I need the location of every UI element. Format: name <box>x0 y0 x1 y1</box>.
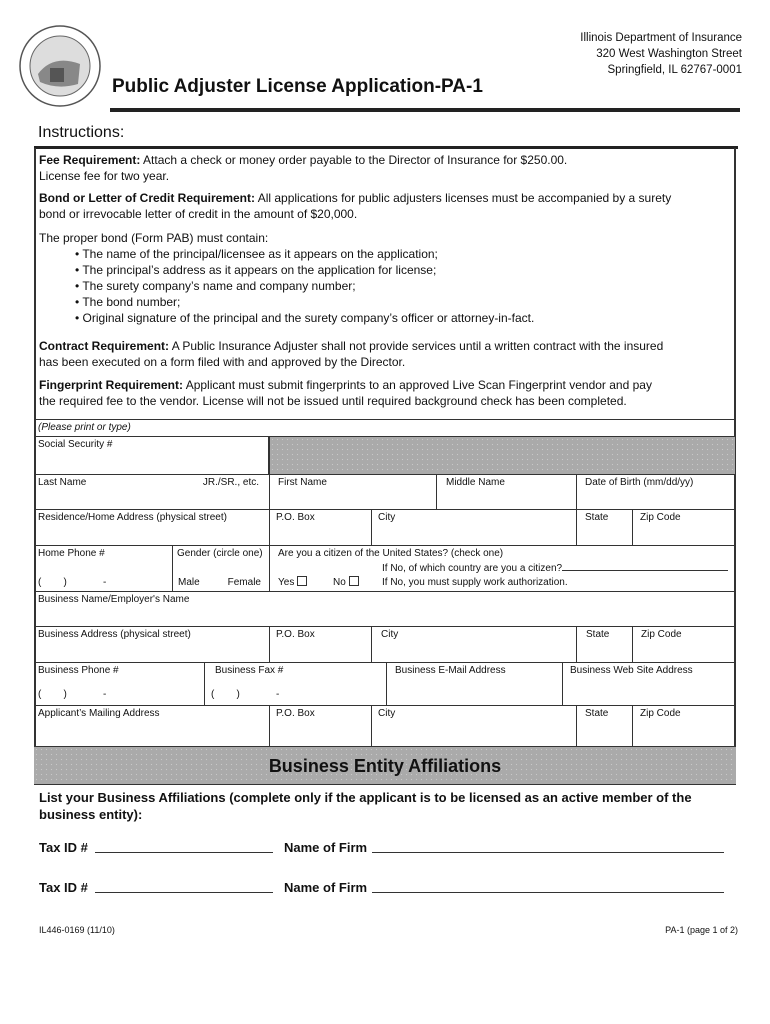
text: License fee for two year. <box>39 169 170 183</box>
business-po-box-field[interactable]: P.O. Box <box>270 627 372 663</box>
label: JR./SR., etc. <box>202 477 259 488</box>
residence-address-field[interactable]: Residence/Home Address (physical street) <box>34 510 270 546</box>
business-phone-field[interactable] <box>34 663 205 706</box>
business-fax-field[interactable] <box>205 663 387 706</box>
instructions-heading: Instructions: <box>38 124 125 141</box>
first-name-field[interactable]: First Name <box>270 475 437 510</box>
label: Business Phone # <box>38 665 119 676</box>
text: bond or irrevocable letter of credit in the amount of $20,000. <box>39 207 358 221</box>
phone-mask: ( ) - <box>38 577 107 588</box>
phone-mask: ( ) - <box>38 689 107 700</box>
checkbox[interactable] <box>349 576 359 586</box>
business-city-field[interactable]: City <box>372 627 577 663</box>
country-input[interactable] <box>562 570 728 571</box>
home-phone-field[interactable] <box>34 546 173 592</box>
text: Applicant must submit fingerprints to an approved Live Scan Fingerprint vendor and pay <box>185 378 652 392</box>
country-question <box>382 563 728 574</box>
label: Fingerprint Requirement: <box>39 378 184 392</box>
affiliations-instruction: List your Business Affiliations (complete only if the applicant is to be licensed as an active member of the business entity): <box>39 790 692 822</box>
work-authorization-note: If No, you must supply work authorization. <box>382 577 568 588</box>
bullet-item: • The name of the principal/licensee as it appears on the application; <box>75 247 438 261</box>
text: A Public Insurance Adjuster shall not provide services until a written contract with the insured <box>171 339 664 353</box>
mailing-city-field[interactable]: City <box>372 706 577 747</box>
address-line: Illinois Department of Insurance <box>580 32 742 44</box>
dob-field[interactable]: Date of Birth (mm/dd/yy) <box>577 475 736 510</box>
checkbox[interactable] <box>297 576 307 586</box>
citizen-no-option[interactable] <box>333 576 359 588</box>
bullet-item: • The bond number; <box>75 295 181 309</box>
label: Last Name <box>38 477 87 488</box>
bullet-item: • The principal’s address as it appears on the application for license; <box>75 263 437 277</box>
fax-mask: ( ) - <box>211 689 280 700</box>
label: Gender (circle one) <box>177 548 263 559</box>
page-title: Public Adjuster License Application-PA-1 <box>112 76 483 97</box>
gender-female-option[interactable]: Female <box>227 577 261 588</box>
gender-male-option[interactable]: Male <box>178 577 200 588</box>
text: has been executed on a form filed with and approved by the Director. <box>39 355 406 369</box>
label: If No, of which country are you a citizen? <box>382 563 563 574</box>
affiliations-heading: Business Entity Affiliations <box>34 747 736 785</box>
contract-requirement <box>39 338 729 370</box>
shaded-area <box>270 437 736 475</box>
residence-zip-field[interactable]: Zip Code <box>633 510 736 546</box>
label: Bond or Letter of Credit Requirement: <box>39 191 256 205</box>
fingerprint-requirement <box>39 377 729 409</box>
label: Are you a citizen of the United States? (check one) <box>278 548 504 559</box>
bullet-item: • Original signature of the principal and the surety company’s officer or attorney-in-fact. <box>75 311 535 325</box>
print-note: (Please print or type) <box>34 419 736 437</box>
business-state-field[interactable]: State <box>577 627 633 663</box>
form-number: IL446-0169 (11/10) <box>39 925 115 935</box>
label: No <box>333 577 346 588</box>
label: Fee Requirement: <box>39 153 141 167</box>
middle-name-field[interactable]: Middle Name <box>437 475 577 510</box>
tax-id-label: Tax ID # <box>39 840 88 855</box>
label: Yes <box>278 577 295 588</box>
label: Business Fax # <box>215 665 284 676</box>
page-number: PA-1 (page 1 of 2) <box>665 925 738 935</box>
citizenship-field <box>270 546 736 592</box>
tax-id-input[interactable] <box>95 880 273 893</box>
illinois-state-seal-logo <box>18 24 102 108</box>
business-name-field[interactable]: Business Name/Employer's Name <box>34 592 736 627</box>
bond-contents <box>39 230 729 326</box>
text: Attach a check or money order payable to the Director of Insurance for $250.00. <box>143 153 568 167</box>
ssn-field[interactable]: Social Security # <box>34 437 270 475</box>
firm-name-label: Name of Firm <box>284 840 368 855</box>
address-line: Springfield, IL 62767-0001 <box>607 64 742 76</box>
bullet-item: • The surety company’s name and company number; <box>75 279 356 293</box>
firm-name-label: Name of Firm <box>284 880 368 895</box>
mailing-zip-field[interactable]: Zip Code <box>633 706 736 747</box>
residence-po-box-field[interactable]: P.O. Box <box>270 510 372 546</box>
text: The proper bond (Form PAB) must contain: <box>39 231 269 245</box>
tax-id-label: Tax ID # <box>39 880 88 895</box>
gender-field[interactable] <box>173 546 270 592</box>
fee-requirement <box>39 152 729 184</box>
department-address <box>580 30 742 78</box>
citizen-yes-option[interactable] <box>278 576 307 588</box>
residence-city-field[interactable]: City <box>372 510 577 546</box>
mailing-address-field[interactable]: Applicant’s Mailing Address <box>34 706 270 747</box>
mailing-po-box-field[interactable]: P.O. Box <box>270 706 372 747</box>
business-zip-field[interactable]: Zip Code <box>633 627 736 663</box>
residence-state-field[interactable]: State <box>577 510 633 546</box>
text: the required fee to the vendor. License will not be issued until required background check has been completed. <box>39 394 627 408</box>
divider <box>110 108 740 112</box>
last-name-field[interactable] <box>34 475 270 510</box>
business-website-field[interactable]: Business Web Site Address <box>563 663 736 706</box>
address-line: 320 West Washington Street <box>596 48 742 60</box>
text: All applications for public adjusters licenses must be accompanied by a surety <box>257 191 672 205</box>
business-address-field[interactable]: Business Address (physical street) <box>34 627 270 663</box>
bond-requirement <box>39 190 729 222</box>
tax-id-input[interactable] <box>95 840 273 853</box>
firm-name-input[interactable] <box>372 880 724 893</box>
label: Home Phone # <box>38 548 105 559</box>
mailing-state-field[interactable]: State <box>577 706 633 747</box>
label: Contract Requirement: <box>39 339 170 353</box>
business-email-field[interactable]: Business E-Mail Address <box>387 663 563 706</box>
firm-name-input[interactable] <box>372 840 724 853</box>
